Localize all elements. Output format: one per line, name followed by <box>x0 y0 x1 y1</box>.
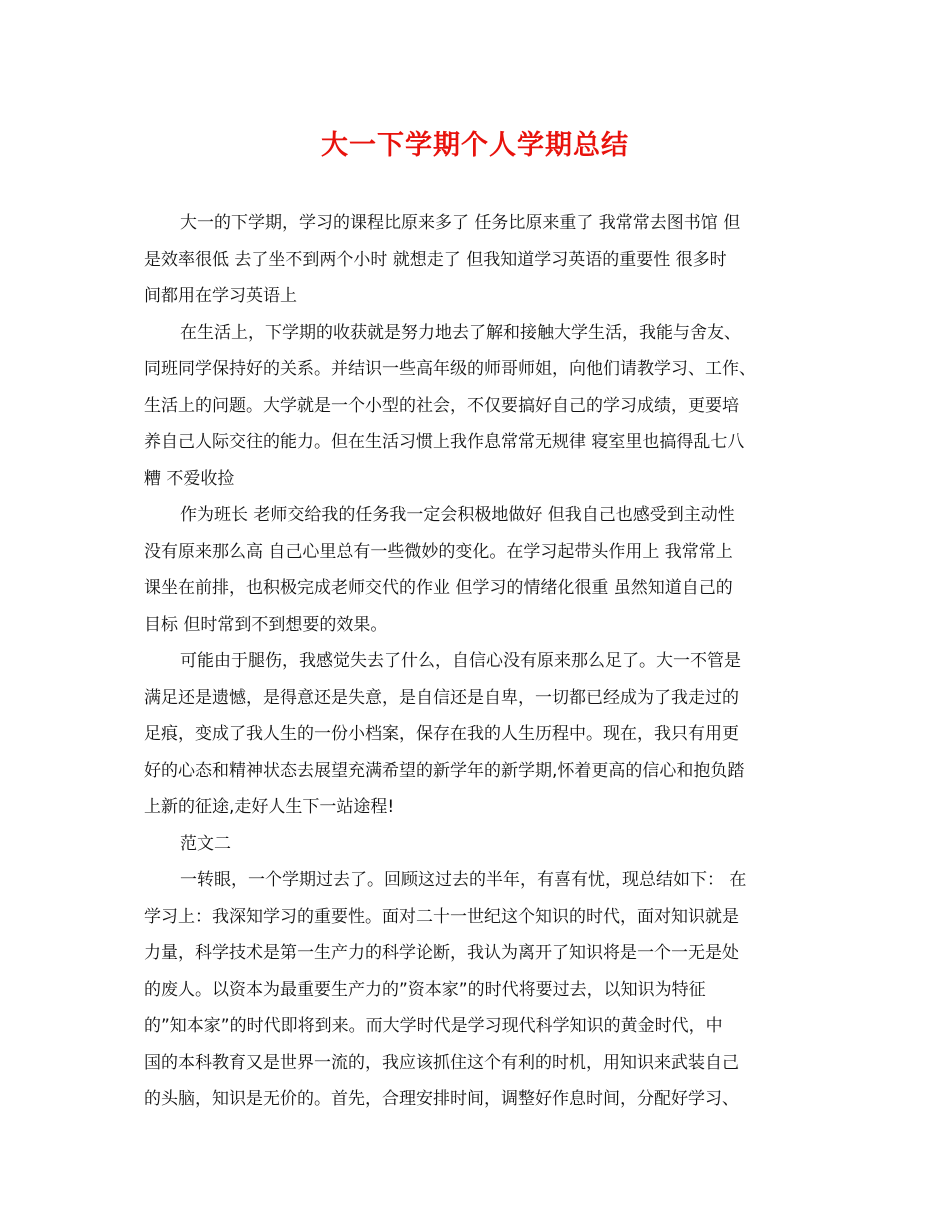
text-line: 糟 不爱收捡 <box>144 468 235 489</box>
text-line: 养自己人际交往的能力。但在生活习惯上我作息常常无规律 寝室里也搞得乱七八 <box>144 432 745 452</box>
text-line: 的”知本家”的时代即将到来。而大学时代是学习现代科学知识的黄金时代，中 <box>144 1016 723 1036</box>
text-line: 可能由于腿伤，我感觉失去了什么，自信心没有原来那么足了。大一不管是 <box>180 651 741 671</box>
text-line: 好的心态和精神状态去展望充满希望的新学年的新学期,怀着更高的信心和抱负踏 <box>144 760 745 781</box>
text-line: 是效率很低 去了坐不到两个小时 就想走了 但我知道学习英语的重要性 很多时 <box>144 249 727 270</box>
text-line: 同班同学保持好的关系。并结识一些高年级的师哥师姐，向他们请教学习、工作、 <box>144 359 756 379</box>
document-body <box>144 205 806 1118</box>
text-line: 作为班长 老师交给我的任务我一定会积极地做好 但我自己也感受到主动性 <box>180 505 735 525</box>
text-line: 力量，科学技术是第一生产力的科学论断，我认为离开了知识将是一个一无是处 <box>144 943 739 963</box>
text-line: 的废人。以资本为最重要生产力的”资本家”的时代将要过去，以知识为特征 <box>144 979 706 1000</box>
text-line: 足痕，变成了我人生的一份小档案，保存在我的人生历程中。现在，我只有用更 <box>144 724 739 744</box>
text-line: 学习上：我深知学习的重要性。面对二十一世纪这个知识的时代，面对知识就是 <box>144 906 739 927</box>
text-line: 目标 但时常到不到想要的效果。 <box>144 614 388 635</box>
text-line: 间都用在学习英语上 <box>144 286 297 306</box>
text-line: 国的本科教育又是世界一流的，我应该抓住这个有利的时机，用知识来武装自己 <box>144 1052 739 1073</box>
text-line: 生活上的问题。大学就是一个小型的社会，不仅要搞好自己的学习成绩，更要培 <box>144 395 739 416</box>
section-heading: 范文二 <box>180 833 231 854</box>
text-line: 的头脑，知识是无价的。首先，合理安排时间，调整好作息时间，分配好学习、 <box>144 1089 739 1109</box>
text-line: 课坐在前排，也积极完成老师交代的作业 但学习的情绪化很重 虽然知道自己的 <box>144 578 733 598</box>
text-line: 大一的下学期，学习的课程比原来多了 任务比原来重了 我常常去图书馆 但 <box>180 213 741 233</box>
text-line: 在生活上，下学期的收获就是努力地去了解和接触大学生活，我能与舍友、 <box>180 322 741 343</box>
text-line: 没有原来那么高 自己心里总有一些微妙的变化。在学习起带头作用上 我常常上 <box>144 541 733 562</box>
document-title: 大一下学期个人学期总结 <box>321 130 629 161</box>
text-line: 上新的征途,走好人生下一站途程! <box>144 797 395 817</box>
text-line: 满足还是遗憾，是得意还是失意，是自信还是自卑，一切都已经成为了我走过的 <box>144 687 739 708</box>
text-line: 一转眼，一个学期过去了。回顾这过去的半年，有喜有忧，现总结如下： 在 <box>180 870 747 890</box>
